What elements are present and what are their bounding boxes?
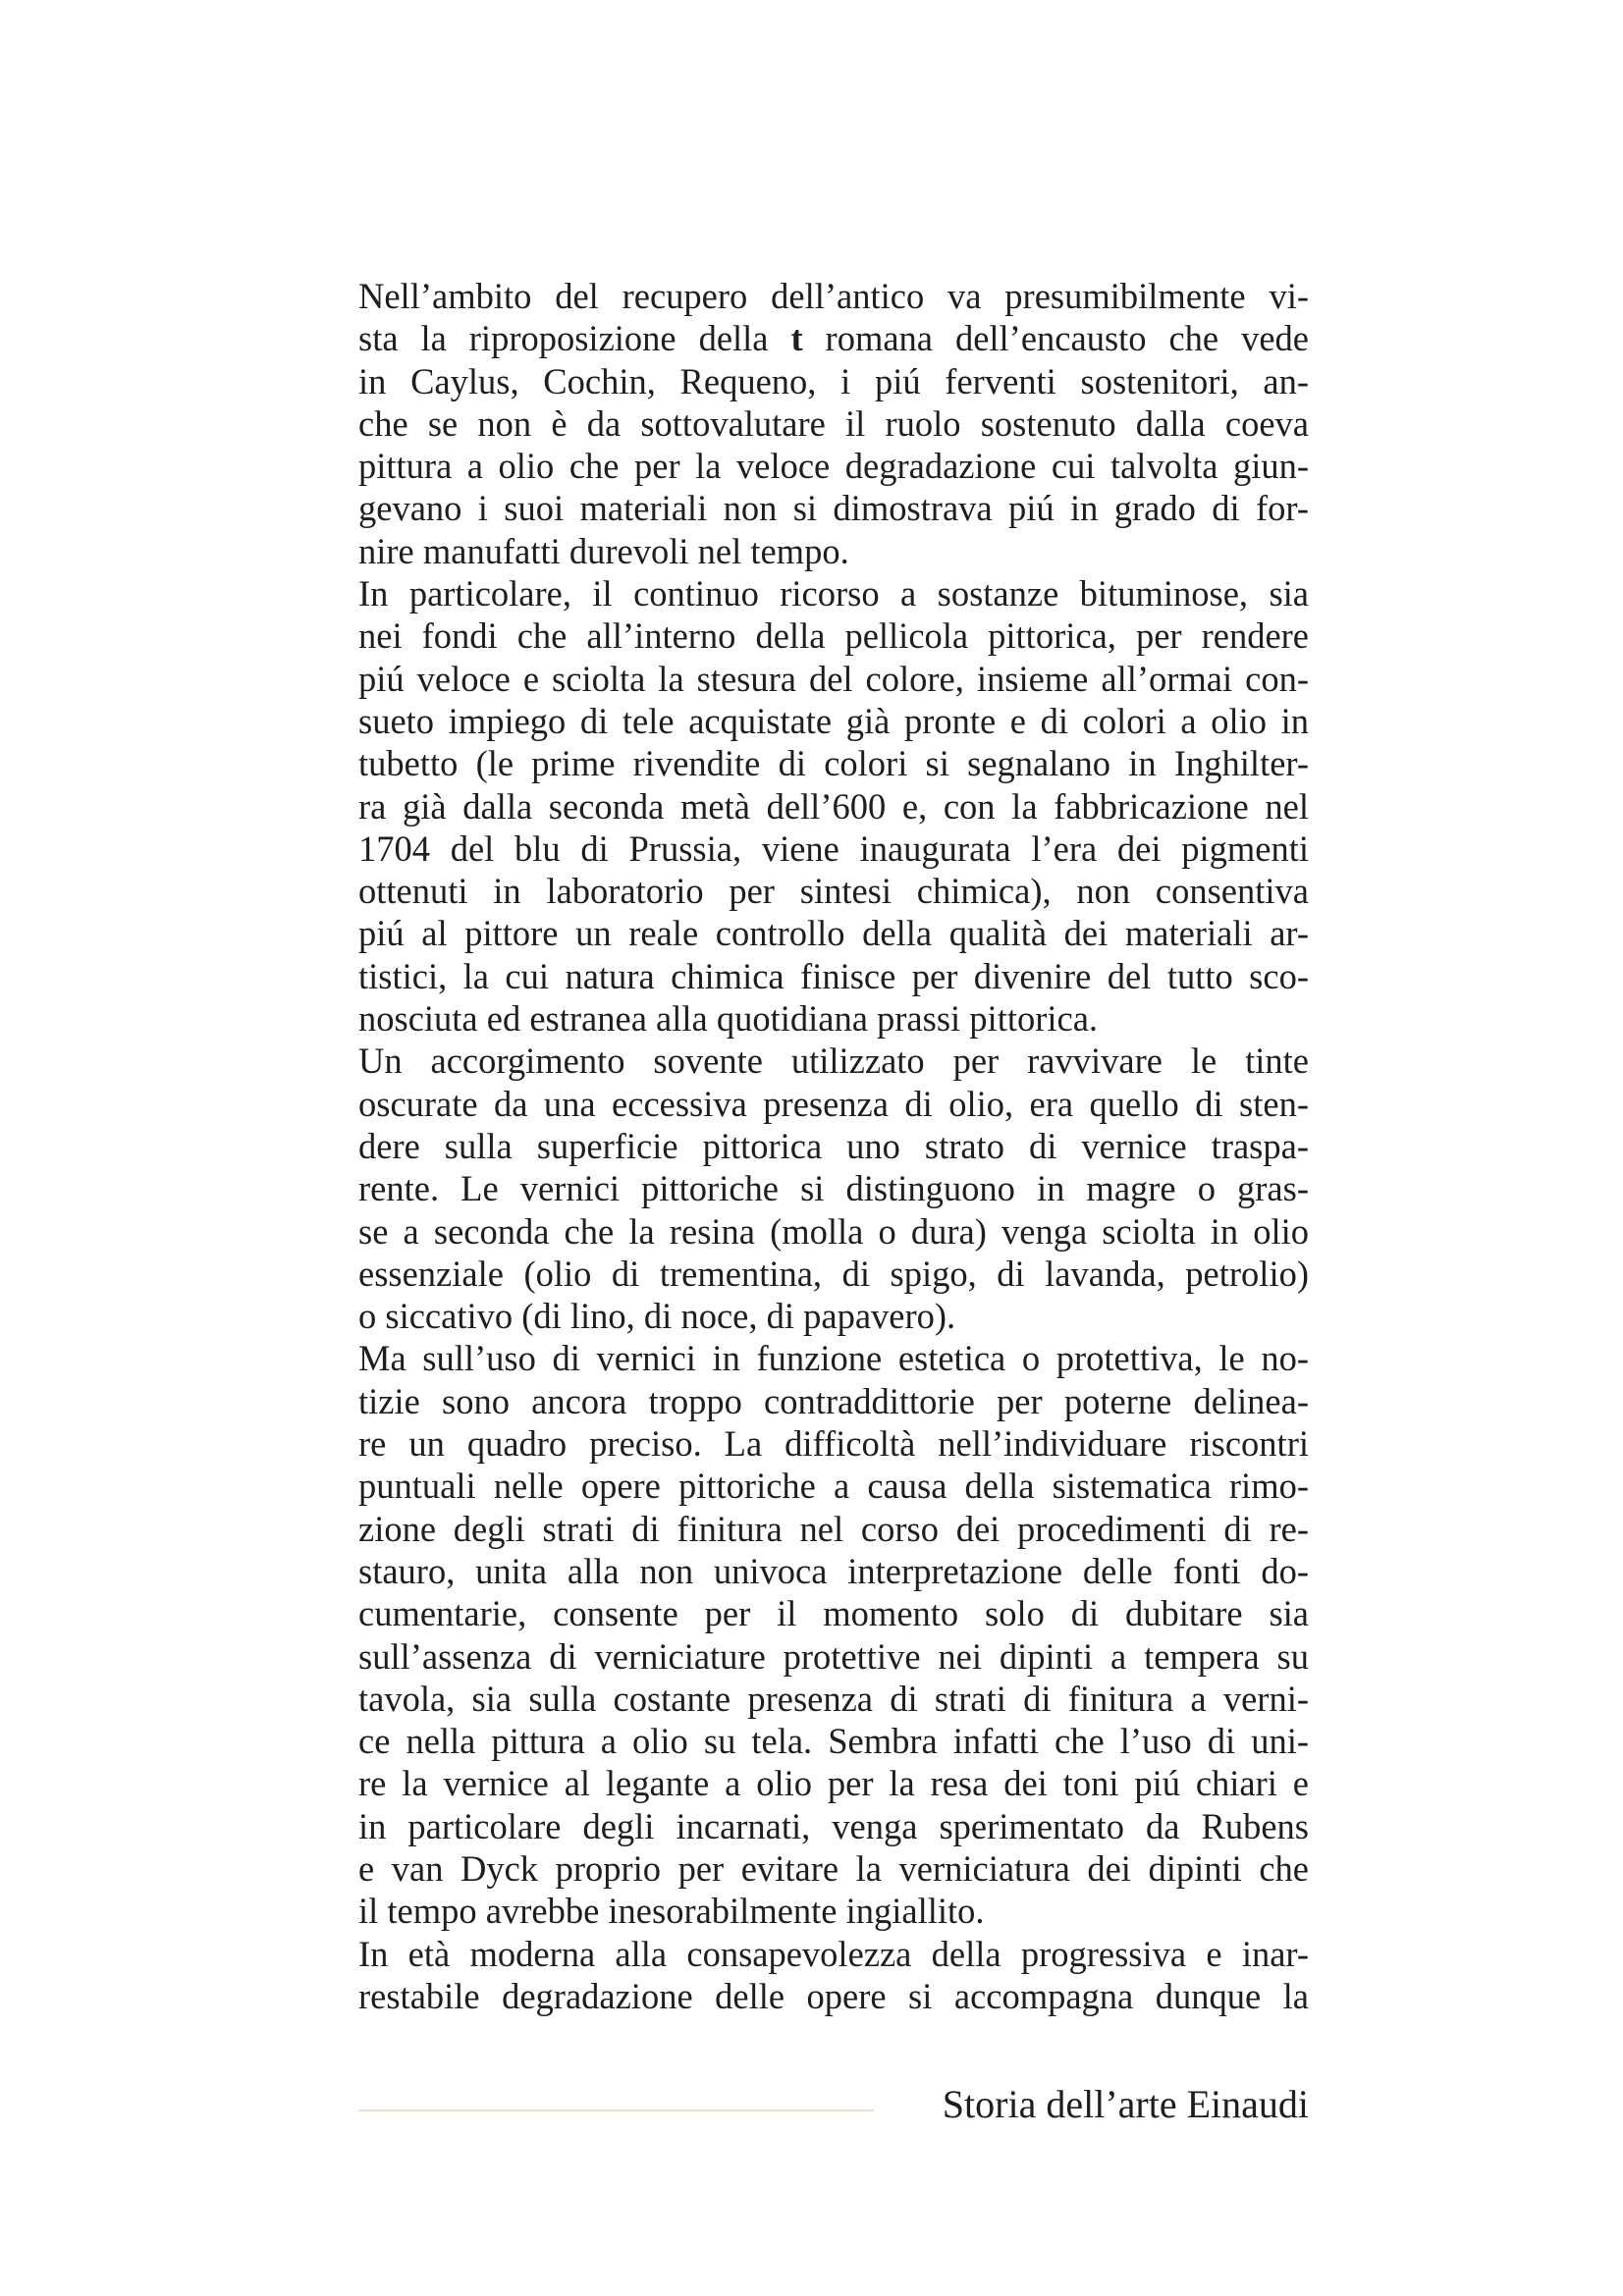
- footer-title: Storia dell’arte Einaudi: [942, 2082, 1309, 2126]
- text-line: il tempo avrebbe inesorabilmente ingiallito.: [358, 1891, 985, 1932]
- text-line: sull’assenza di verniciature protettive nei dipinti a tempera su: [358, 1635, 1309, 1677]
- text-line: tubetto (le prime rivendite di colori si segnalano in Inghilter-: [358, 743, 1309, 784]
- text-line: tistici, la cui natura chimica finisce per divenire del tutto sco-: [358, 955, 1309, 996]
- text-line: tizie sono ancora troppo contraddittorie per poterne delinea-: [358, 1380, 1309, 1421]
- body-text: [358, 275, 1309, 2017]
- text-line: [358, 317, 1309, 359]
- text-line: nosciuta ed estranea alla quotidiana prassi pittorica.: [358, 998, 1099, 1040]
- text-line: 1704 del blu di Prussia, viene inaugurata l’era dei pigmenti: [358, 828, 1309, 869]
- text-segment: sta la riproposizione della: [358, 318, 791, 359]
- text-line: in Caylus, Cochin, Requeno, i piú ferventi sostenitori, an-: [358, 360, 1309, 401]
- text-line: sueto impiego di tele acquistate già pronte e di colori a olio in: [358, 700, 1309, 741]
- bold-glyph: t: [790, 318, 803, 359]
- text-line: ottenuti in laboratorio per sintesi chimica), non consentiva: [358, 871, 1309, 912]
- text-line: ce nella pittura a olio su tela. Sembra infatti che l’uso di uni-: [358, 1721, 1309, 1762]
- text-line: che se non è da sottovalutare il ruolo sostenuto dalla coeva: [358, 402, 1309, 444]
- text-line: essenziale (olio di trementina, di spigo, di lavanda, petrolio): [358, 1253, 1309, 1294]
- text-line: cumentarie, consente per il momento solo di dubitare sia: [358, 1593, 1309, 1634]
- text-line: Nell’ambito del recupero dell’antico va presumibilmente vi-: [358, 276, 1309, 316]
- text-line: dere sulla superficie pittorica uno strato di vernice traspa-: [358, 1125, 1309, 1166]
- text-line: pittura a olio che per la veloce degradazione cui talvolta giun-: [358, 446, 1309, 487]
- text-line: e van Dyck proprio per evitare la verniciatura dei dipinti che: [358, 1847, 1309, 1889]
- text-line: zione degli strati di finitura nel corso dei procedimenti di re-: [358, 1508, 1309, 1549]
- text-line: tavola, sia sulla costante presenza di strati di finitura a verni-: [358, 1678, 1309, 1719]
- text-line: Un accorgimento sovente utilizzato per ravvivare le tinte: [358, 1041, 1309, 1082]
- text-line: piú al pittore un reale controllo della qualità dei materiali ar-: [358, 913, 1309, 954]
- text-line: restabile degradazione delle opere si accompagna dunque la: [358, 1975, 1309, 2016]
- text-line: Ma sull’uso di vernici in funzione estetica o protettiva, le no-: [358, 1338, 1309, 1379]
- footer-rule: [358, 2109, 874, 2111]
- text-line: in particolare degli incarnati, venga sperimentato da Rubens: [358, 1805, 1309, 1846]
- text-segment: romana dell’encausto che vede: [802, 318, 1309, 359]
- text-line: puntuali nelle opere pittoriche a causa della sistematica rimo-: [358, 1466, 1309, 1507]
- text-line: In particolare, il continuo ricorso a sostanze bituminose, sia: [358, 573, 1309, 614]
- text-line: gevano i suoi materiali non si dimostrava piú in grado di for-: [358, 488, 1309, 529]
- text-line: rente. Le vernici pittoriche si distinguono in magre o gras-: [358, 1168, 1309, 1209]
- text-line: o siccativo (di lino, di noce, di papavero).: [358, 1296, 956, 1337]
- text-line: se a seconda che la resina (molla o dura) venga sciolta in olio: [358, 1210, 1309, 1252]
- text-line: re la vernice al legante a olio per la resa dei toni piú chiari e: [358, 1763, 1309, 1804]
- text-line: stauro, unita alla non univoca interpretazione delle fonti do-: [358, 1550, 1309, 1591]
- text-line: oscurate da una eccessiva presenza di olio, era quello di sten-: [358, 1083, 1309, 1124]
- page-footer: [358, 2079, 1309, 2138]
- text-line: piú veloce e sciolta la stesura del colore, insieme all’ormai con-: [358, 658, 1309, 699]
- text-line: re un quadro preciso. La difficoltà nell’individuare riscontri: [358, 1423, 1309, 1465]
- text-line: nei fondi che all’interno della pellicola pittorica, per rendere: [358, 615, 1309, 657]
- text-line: ra già dalla seconda metà dell’600 e, con la fabbricazione nel: [358, 785, 1309, 827]
- text-line: In età moderna alla consapevolezza della progressiva e inar-: [358, 1933, 1309, 1974]
- text-line: nire manufatti durevoli nel tempo.: [358, 530, 849, 571]
